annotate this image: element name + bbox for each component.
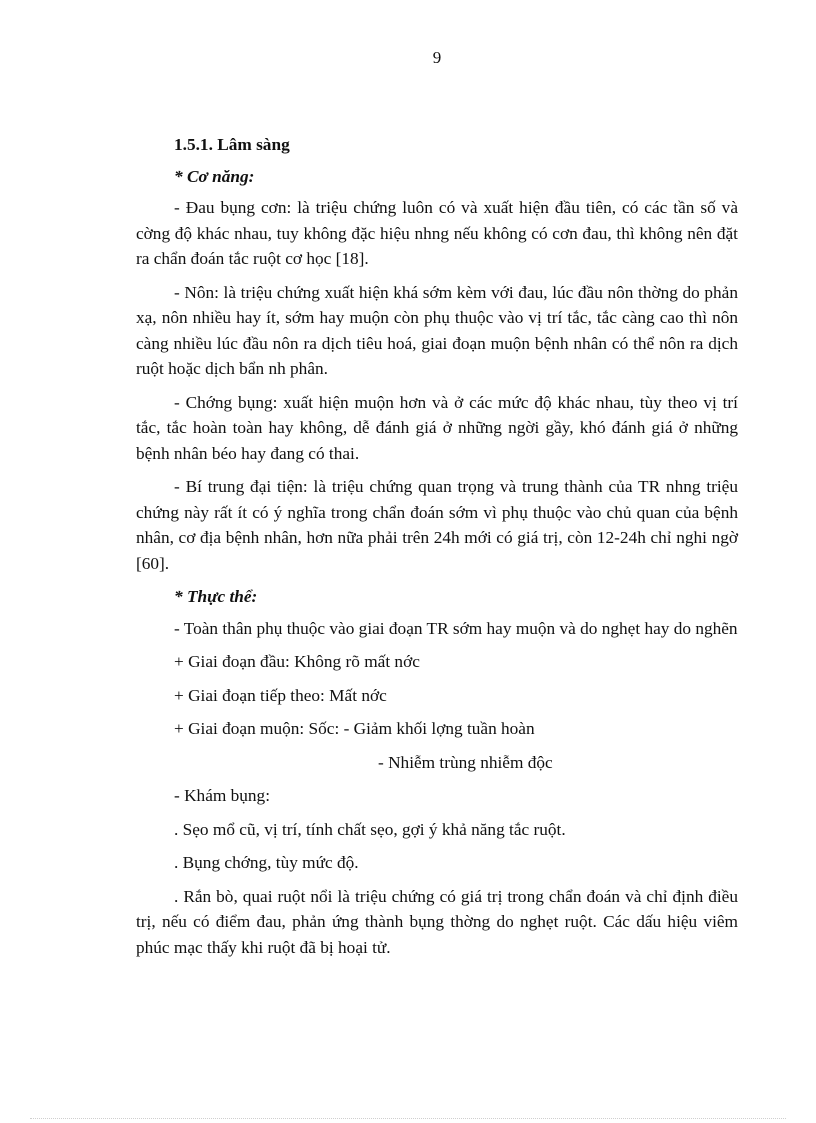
paragraph-chuong-bung: - Chớng bụng: xuất hiện muộn hơn và ở các mức độ khác nhau, tùy theo vị trí tắc, tắc hoàn toàn hay không, dễ đánh giá ở những ngời gầy, khó đánh giá ở những bệnh nhân béo hay đang có thai. [136, 392, 738, 463]
exam-item-seo-mo: . Sẹo mổ cũ, vị trí, tính chất sẹo, gợi ý khả năng tắc ruột. [174, 819, 566, 839]
paragraph-dau-bung: - Đau bụng cơn: là triệu chứng luôn có và xuất hiện đầu tiên, có các tần số và cờng độ khác nhau, tuy không đặc hiệu nhng nếu không có cơn đau, thì không nên đặt ra chẩn đoán tắc ruột cơ học [18]. [136, 198, 738, 268]
stage-item-early: + Giai đoạn đầu: Không rõ mất nớc [174, 652, 420, 671]
paragraph-bi-trung-dai-tien: - Bí trung đại tiện: là triệu chứng quan trọng và trung thành của TR nhng triệu chứng này rất ít có ý nghĩa trong chẩn đoán sớm vì phụ thuộc vào chủ quan của bệnh nhân, cơ địa bệnh nhân, hơn nữa phải trên 24h mới có giá trị, còn 12-24h chỉ nghi ngờ [60]. [136, 477, 738, 573]
paragraph-toan-than: - Toàn thân phụ thuộc vào giai đoạn TR sớm hay muộn và do nghẹt hay do nghẽn [174, 618, 738, 638]
paragraph-ran-bo: . Rắn bò, quai ruột nổi là triệu chứng có giá trị trong chẩn đoán và chỉ định điều trị, nếu có điểm đau, phản ứng thành bụng thờng do nghẹt ruột. Các dấu hiệu viêm phúc mạc thấy khi ruột đã bị hoại tử. [136, 886, 738, 957]
stage-item-next: + Giai đoạn tiếp theo: Mất nớc [174, 685, 387, 705]
page-number: 9 [432, 48, 442, 67]
stage-item-late-continuation: - Nhiễm trùng nhiễm độc [378, 752, 553, 772]
section-heading: 1.5.1. Lâm sàng [174, 135, 290, 154]
subsection-title-co-nang: * Cơ năng: [174, 166, 255, 186]
paragraph-non: - Nôn: là triệu chứng xuất hiện khá sớm kèm với đau, lúc đầu nôn thờng do phản xạ, nôn nhiều hay ít, sớm hay muộn còn phụ thuộc vào vị trí tắc, tắc càng cao thì nôn càng nhiều lúc đầu nôn ra dịch tiêu hoá, giai đoạn muộn bệnh nhân có thể nôn ra dịch ruột hoặc dịch bẩn nh phân. [136, 282, 738, 378]
stage-item-late: + Giai đoạn muộn: Sốc: - Giảm khối lợng tuần hoàn [174, 719, 535, 738]
subsection-title-thuc-the: * Thực thể: [174, 587, 258, 606]
document-body [136, 132, 738, 968]
exam-item-bung-chuong: . Bụng chớng, tùy mức độ. [174, 853, 359, 872]
page-bottom-rule [30, 1118, 786, 1119]
exam-label: - Khám bụng: [174, 786, 270, 805]
